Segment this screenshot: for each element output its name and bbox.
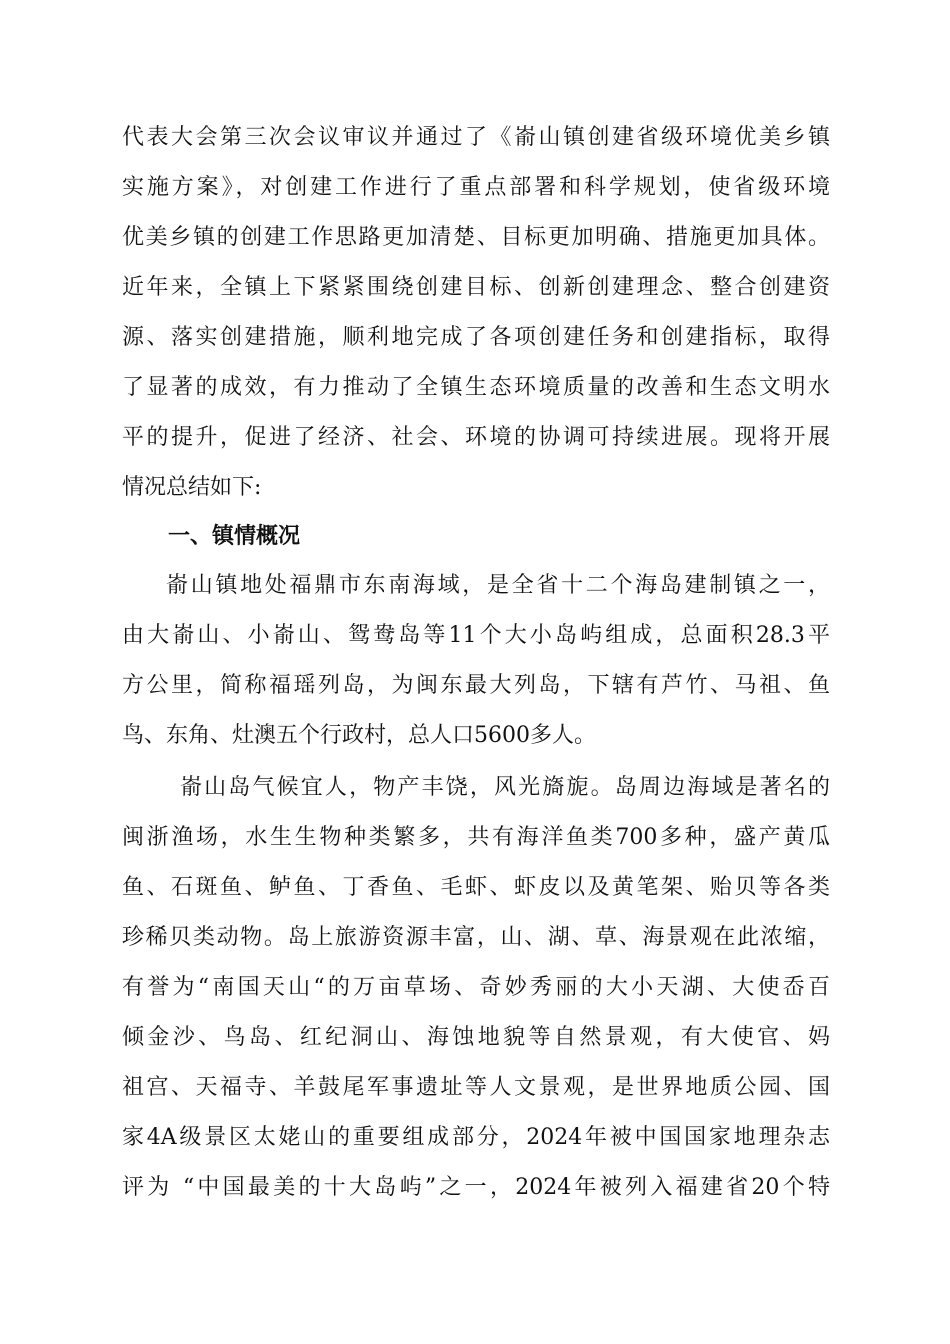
paragraph-line: 鱼、石斑鱼、鲈鱼、丁香鱼、毛虾、虾皮以及黄笔架、贻贝等各类	[122, 875, 830, 900]
paragraph-line: 由大嵛山、小嵛山、鸳鸯岛等11个大小岛屿组成，总面积28.3平	[122, 623, 830, 648]
paragraph-line: 有誉为“南国天山“的万亩草场、奇妙秀丽的大小天湖、大使岙百	[122, 975, 830, 1000]
paragraph-line: 方公里，简称福瑶列岛，为闽东最大列岛，下辖有芦竹、马祖、鱼	[122, 673, 830, 698]
paragraph-line: 优美乡镇的创建工作思路更加清楚、目标更加明确、措施更加具体。	[122, 225, 830, 250]
paragraph-line: 平的提升，促进了经济、社会、环境的协调可持续进展。现将开展	[122, 425, 830, 450]
paragraph-line: 倾金沙、鸟岛、红纪洞山、海蚀地貌等自然景观，有大使官、妈	[122, 1025, 830, 1050]
paragraph-line: 代表大会第三次会议审议并通过了《嵛山镇创建省级环境优美乡镇	[122, 125, 830, 150]
paragraph-line: 祖宫、天福寺、羊鼓尾军事遗址等人文景观，是世界地质公园、国	[122, 1075, 830, 1100]
paragraph-line: 鸟、东角、灶澳五个行政村，总人口5600多人。	[122, 723, 596, 748]
paragraph-line: 评为 “中国最美的十大岛屿”之一，2024年被列入福建省20个特	[122, 1175, 830, 1200]
paragraph-line: 家4A级景区太姥山的重要组成部分，2024年被中国国家地理杂志	[122, 1125, 830, 1150]
paragraph-line: 近年来，全镇上下紧紧围绕创建目标、创新创建理念、整合创建资	[122, 275, 830, 300]
paragraph-line: 情况总结如下:	[122, 475, 262, 500]
paragraph-line: 闽浙渔场，水生生物种类繁多，共有海洋鱼类700多种，盛产黄瓜	[122, 825, 830, 850]
paragraph-line: 实施方案》，对创建工作进行了重点部署和科学规划，使省级环境	[122, 175, 830, 200]
paragraph-line: 珍稀贝类动物。岛上旅游资源丰富，山、湖、草、海景观在此浓缩，	[122, 925, 830, 950]
paragraph-line: 嵛山岛气候宜人，物产丰饶，风光旖旎。岛周边海域是著名的	[180, 775, 830, 800]
paragraph-line: 嵛山镇地处福鼎市东南海域，是全省十二个海岛建制镇之一，	[166, 573, 830, 598]
paragraph-line: 了显著的成效，有力推动了全镇生态环境质量的改善和生态文明水	[122, 375, 830, 400]
paragraph-line: 源、落实创建措施，顺利地完成了各项创建任务和创建指标，取得	[122, 325, 830, 350]
section-heading: 一、镇情概况	[168, 524, 301, 549]
